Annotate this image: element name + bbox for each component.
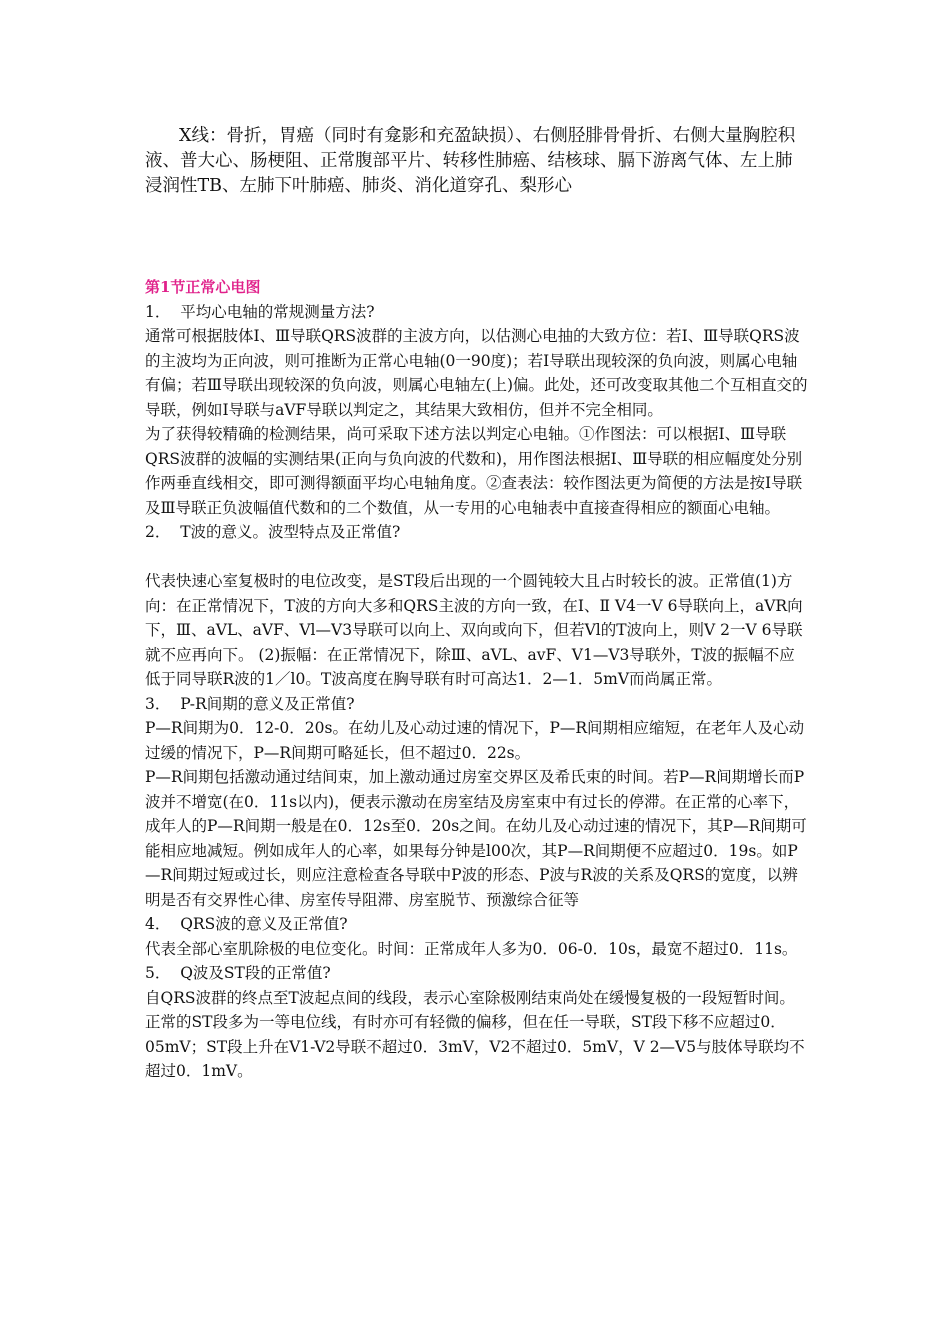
answer-2-paragraph-1: 代表快速心室复极时的电位改变，是ST段后出现的一个圆钝较大且占时较长的波。正常值(1)方向：在正常情况下，T波的方向大多和QRS主波的方向一致，在Ⅰ、Ⅱ V4一V 6导联向上，aVR向下，Ⅲ、aVL、aVF、Vl—V3导联可以向上、双向或向下，但若Vl的T波向上，则V 2一V 6导联就不应再向下。 (2)振幅：在正常情况下，除Ⅲ、aVL、avF、V1—V3导联外，T波的振幅不应低于同导联R波的1／l0。T波高度在胸导联有时可高达1．2—1．5mV而尚属正常。 — [145, 572, 803, 688]
question-4: 4． QRS波的意义及正常值? — [145, 915, 348, 933]
answer-4-paragraph-1: 代表全部心室肌除极的电位变化。时间：正常成年人多为0．06-0．10s，最宽不超过0．11s。 — [145, 939, 798, 958]
intro-paragraph: X线：骨折，胃癌（同时有龛影和充盈缺损）、右侧胫腓骨骨折、右侧大量胸腔积液、普大心、肠梗阻、正常腹部平片、转移性肺癌、结核球、膈下游离气体、左上肺浸润性TB、左肺下叶肺癌、肺炎、消化道穿孔、梨形心 — [145, 126, 796, 196]
question-5: 5． Q波及ST段的正常值? — [145, 964, 331, 982]
answer-3-paragraph-2: P—R间期包括激动通过结间束，加上激动通过房室交界区及希氏束的时间。若P—R间期增长而P波并不增宽(在0．11s以内)，便表示激动在房室结及房室束中有过长的停滞。在正常的心率下，成年人的P—R间期一般是在0．12s至0．20s之间。在幼儿及心动过速的情况下，其P—R间期可能相应地减短。例如成年人的心率，如果每分钟是l00次，其P—R间期便不应超过0．19s。如P—R间期过短或过长，则应注意检查各导联中P波的形态、P波与R波的关系及QRS的宽度，以辨明是否有交界性心律、房室传导阻滞、房室脱节、预激综合征等 — [145, 768, 807, 909]
question-1: 1． 平均心电轴的常规测量方法? — [145, 302, 375, 321]
blank-line — [145, 545, 810, 570]
question-2: 2． T波的意义。波型特点及正常值? — [145, 523, 401, 541]
answer-1-paragraph-2: 为了获得较精确的检测结果，尚可采取下述方法以判定心电轴。①作图法：可以根据I、Ⅲ导联QRS波群的波幅的实测结果(正向与负向波的代数和)，用作图法根据I、Ⅲ导联的相应幅度处分别作两垂直线相交，即可测得额面平均心电轴角度。②查表法：较作图法更为简便的方法是按I导联及Ⅲ导联正负波幅值代数和的二个数值，从一专用的心电轴表中直接查得相应的额面心电轴。 — [145, 425, 803, 517]
question-3: 3． P-R间期的意义及正常值? — [145, 694, 355, 713]
answer-3-paragraph-1: P—R间期为0．12-0．20s。在幼儿及心动过速的情况下，P—R间期相应缩短，在老年人及心动过缓的情况下，P—R间期可略延长，但不超过0．22s。 — [145, 719, 805, 762]
section-title: 第1节正常心电图 — [145, 278, 261, 296]
answer-1-paragraph-1: 通常可根据肢体Ⅰ、Ⅲ导联QRS波群的主波方向，以估测心电抽的大致方位：若I、Ⅲ导联QRS波的主波均为正向波，则可推断为正常心电轴(0一90度)；若I导联出现较深的负向波，则属心电轴有偏；若Ⅲ导联出现较深的负向波，则属心电轴左(上)偏。此处，还可改变取其他二个互相直交的导联，例如I导联与aVF导联以判定之，其结果大致相仿，但并不完全相同。 — [145, 327, 808, 419]
section-body — [145, 275, 810, 1084]
answer-5-paragraph-1: 自QRS波群的终点至T波起点间的线段，表示心室除极刚结束尚处在缓慢复极的一段短暂时间。正常的ST段多为一等电位线，有时亦可有轻微的偏移，但在任一导联，ST段下移不应超过0．05mV；ST段上升在V1-V2导联不超过0．3mV，V2不超过0．5mV，V 2—V5与肢体导联均不超过0．1mV。 — [145, 988, 805, 1080]
